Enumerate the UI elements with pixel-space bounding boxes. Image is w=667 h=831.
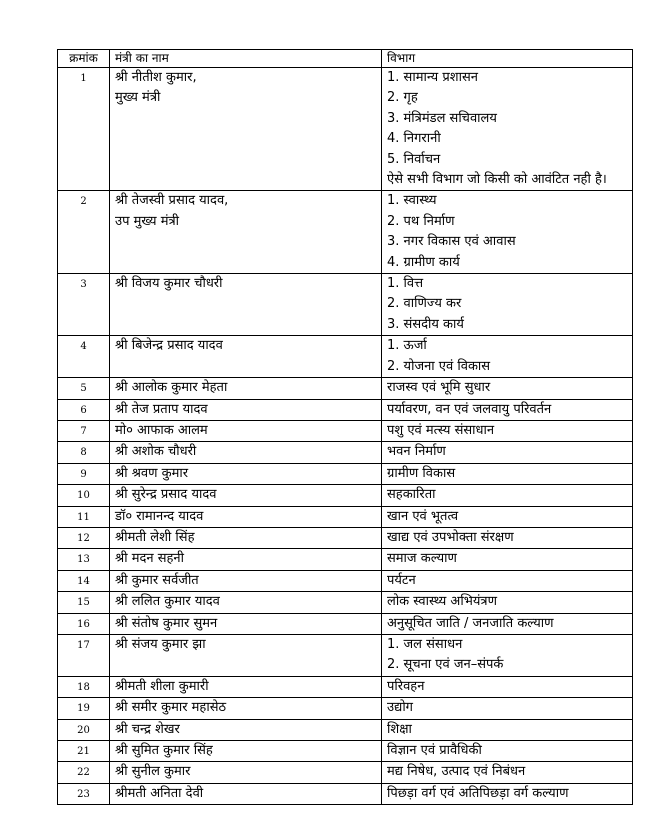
minister-name: श्री चन्द्र शेखर <box>115 721 180 737</box>
minister-name: श्री सुनील कुमार <box>115 764 191 780</box>
department-item: 1. जल संसाधन <box>387 636 463 652</box>
serial-number-cell: 8 <box>58 442 110 463</box>
department-cell <box>382 420 633 441</box>
minister-name: श्री ललित कुमार यादव <box>115 594 220 610</box>
serial-number-cell: 3 <box>58 274 110 336</box>
department-cell <box>382 592 633 613</box>
department-item: राजस्व एवं भूमि सुधार <box>387 380 491 396</box>
department-item: खाद्य एवं उपभोक्ता संरक्षण <box>387 529 514 545</box>
department-item: 4. निगरानी <box>387 131 441 147</box>
minister-designation: मुख्य मंत्री <box>115 90 161 106</box>
department-cell <box>382 698 633 719</box>
table-row <box>58 191 633 274</box>
department-item: शिक्षा <box>387 721 412 737</box>
table-row <box>58 783 633 804</box>
minister-name-cell <box>110 698 382 719</box>
minister-name-cell <box>110 549 382 570</box>
department-cell <box>382 613 633 634</box>
department-item: पशु एवं मत्स्य संसाधान <box>387 422 495 438</box>
department-item: 3. नगर विकास एवं आवास <box>387 234 516 250</box>
minister-name: श्री नीतीश कुमार, <box>115 70 197 85</box>
department-cell <box>382 719 633 740</box>
minister-name-cell <box>110 570 382 591</box>
minister-name-cell <box>110 378 382 399</box>
header-minister-name: मंत्री का नाम <box>110 50 382 68</box>
table-row <box>58 549 633 570</box>
department-item: 2. सूचना एवं जन–संपर्क <box>387 657 504 673</box>
table-row <box>58 676 633 697</box>
department-cell <box>382 485 633 506</box>
department-cell <box>382 676 633 697</box>
serial-number-cell: 5 <box>58 378 110 399</box>
serial-number-cell: 2 <box>58 191 110 274</box>
table-row <box>58 378 633 399</box>
header-department: विभाग <box>382 50 633 68</box>
department-cell <box>382 399 633 420</box>
serial-number-cell: 13 <box>58 549 110 570</box>
serial-number-cell: 17 <box>58 634 110 676</box>
table-row <box>58 570 633 591</box>
serial-number-cell: 10 <box>58 485 110 506</box>
minister-name: श्री विजय कुमार चौधरी <box>115 276 223 292</box>
department-item: 2. पथ निर्माण <box>387 213 455 229</box>
serial-number-cell: 7 <box>58 420 110 441</box>
minister-name-cell <box>110 442 382 463</box>
minister-name: श्री समीर कुमार महासेठ <box>115 700 227 716</box>
department-item: 1. सामान्य प्रशासन <box>387 70 478 85</box>
minister-name: श्रीमती लेशी सिंह <box>115 529 195 545</box>
minister-name: श्री संतोष कुमार सुमन <box>115 615 218 631</box>
minister-name-cell <box>110 420 382 441</box>
header-serial-number: क्रमांक <box>58 50 110 68</box>
department-item: मद्य निषेध, उत्पाद एवं निबंधन <box>387 764 526 780</box>
serial-number-cell: 1 <box>58 68 110 191</box>
minister-name: श्री आलोक कुमार मेहता <box>115 380 228 396</box>
department-cell <box>382 68 633 191</box>
minister-name: श्री तेज प्रताप यादव <box>115 401 208 417</box>
minister-name-cell <box>110 336 382 378</box>
minister-name: मो० आफाक आलम <box>115 422 208 438</box>
department-item: सहकारिता <box>387 487 436 503</box>
minister-name-cell <box>110 613 382 634</box>
department-item: 5. निर्वाचन <box>387 151 441 167</box>
table-row <box>58 463 633 484</box>
table-row <box>58 741 633 762</box>
minister-name: डॉ० रामानन्द यादव <box>115 508 204 524</box>
minister-name-cell <box>110 634 382 676</box>
table-row <box>58 762 633 783</box>
table-row <box>58 442 633 463</box>
department-cell <box>382 463 633 484</box>
department-cell <box>382 783 633 804</box>
serial-number-cell: 22 <box>58 762 110 783</box>
department-item: 2. गृह <box>387 90 418 106</box>
department-item: खान एवं भूतत्व <box>387 508 459 524</box>
serial-number-cell: 23 <box>58 783 110 804</box>
department-cell <box>382 442 633 463</box>
department-item: विज्ञान एवं प्रावैधिकी <box>387 743 482 758</box>
department-item: 1. वित्त <box>387 276 424 292</box>
department-item: ऐसे सभी विभाग जो किसी को आवंटित नही है। <box>387 172 607 188</box>
department-cell <box>382 549 633 570</box>
minister-name-cell <box>110 762 382 783</box>
table-row <box>58 613 633 634</box>
department-item: परिवहन <box>387 678 425 694</box>
minister-name-cell <box>110 485 382 506</box>
department-item: पर्यटन <box>387 572 416 588</box>
minister-name-cell <box>110 274 382 336</box>
table-row <box>58 719 633 740</box>
department-cell <box>382 191 633 274</box>
serial-number-cell: 12 <box>58 527 110 548</box>
minister-name-cell <box>110 783 382 804</box>
table-row <box>58 527 633 548</box>
minister-name: श्रीमती शीला कुमारी <box>115 678 209 694</box>
department-item: 3. संसदीय कार्य <box>387 316 464 332</box>
serial-number-cell: 21 <box>58 741 110 762</box>
minister-name-cell <box>110 719 382 740</box>
department-cell <box>382 378 633 399</box>
department-item: 1. ऊर्जा <box>387 338 427 354</box>
minister-name: श्री सुरेन्द्र प्रसाद यादव <box>115 487 217 503</box>
table-row <box>58 420 633 441</box>
serial-number-cell: 11 <box>58 506 110 527</box>
table-row <box>58 336 633 378</box>
department-cell <box>382 336 633 378</box>
serial-number-cell: 20 <box>58 719 110 740</box>
department-cell <box>382 527 633 548</box>
minister-name-cell <box>110 741 382 762</box>
minister-name-cell <box>110 68 382 191</box>
minister-name-cell <box>110 676 382 697</box>
department-item: भवन निर्माण <box>387 444 446 460</box>
table-row <box>58 506 633 527</box>
department-item: 1. स्वास्थ्य <box>387 193 437 209</box>
minister-name-cell <box>110 463 382 484</box>
table-row <box>58 698 633 719</box>
minister-name: श्री कुमार सर्वजीत <box>115 572 199 588</box>
table-row <box>58 485 633 506</box>
minister-name: श्री अशोक चौधरी <box>115 444 197 460</box>
minister-name-cell <box>110 592 382 613</box>
minister-designation: उप मुख्य मंत्री <box>115 213 180 229</box>
serial-number-cell: 18 <box>58 676 110 697</box>
table-row <box>58 68 633 191</box>
department-item: पर्यावरण, वन एवं जलवायु परिवर्तन <box>387 401 552 417</box>
table-row <box>58 634 633 676</box>
department-item: अनुसूचित जाति / जनजाति कल्याण <box>387 615 554 631</box>
serial-number-cell: 19 <box>58 698 110 719</box>
department-cell <box>382 506 633 527</box>
department-cell <box>382 762 633 783</box>
department-item: ग्रामीण विकास <box>387 465 456 481</box>
minister-name-cell <box>110 506 382 527</box>
minister-name: श्री बिजेन्द्र प्रसाद यादव <box>115 338 223 354</box>
serial-number-cell: 6 <box>58 399 110 420</box>
department-item: उद्योग <box>387 700 414 716</box>
table-row <box>58 274 633 336</box>
department-item: पिछड़ा वर्ग एवं अतिपिछड़ा वर्ग कल्याण <box>387 785 569 801</box>
minister-name: श्री सुमित कुमार सिंह <box>115 743 213 758</box>
department-item: 3. मंत्रिमंडल सचिवालय <box>387 110 497 126</box>
serial-number-cell: 4 <box>58 336 110 378</box>
department-item: 2. वाणिज्य कर <box>387 296 462 312</box>
serial-number-cell: 15 <box>58 592 110 613</box>
department-item: 2. योजना एवं विकास <box>387 358 491 374</box>
minister-name: श्री तेजस्वी प्रसाद यादव, <box>115 193 229 209</box>
serial-number-cell: 14 <box>58 570 110 591</box>
serial-number-cell: 16 <box>58 613 110 634</box>
department-cell <box>382 570 633 591</box>
table-row <box>58 592 633 613</box>
minister-name: श्री मदन सहनी <box>115 551 185 567</box>
serial-number-cell: 9 <box>58 463 110 484</box>
minister-name-cell <box>110 399 382 420</box>
minister-name: श्री श्रवण कुमार <box>115 465 189 481</box>
minister-name: श्रीमती अनिता देवी <box>115 785 204 801</box>
minister-name: श्री संजय कुमार झा <box>115 636 206 652</box>
department-item: लोक स्वास्थ्य अभियंत्रण <box>387 594 497 610</box>
department-item: समाज कल्याण <box>387 551 457 567</box>
table-header-row <box>58 50 633 68</box>
minister-allocation-table <box>57 49 633 805</box>
department-cell <box>382 741 633 762</box>
minister-name-cell <box>110 191 382 274</box>
department-cell <box>382 274 633 336</box>
minister-allocation-document <box>57 49 632 805</box>
minister-name-cell <box>110 527 382 548</box>
department-item: 4. ग्रामीण कार्य <box>387 254 460 270</box>
department-cell <box>382 634 633 676</box>
table-row <box>58 399 633 420</box>
